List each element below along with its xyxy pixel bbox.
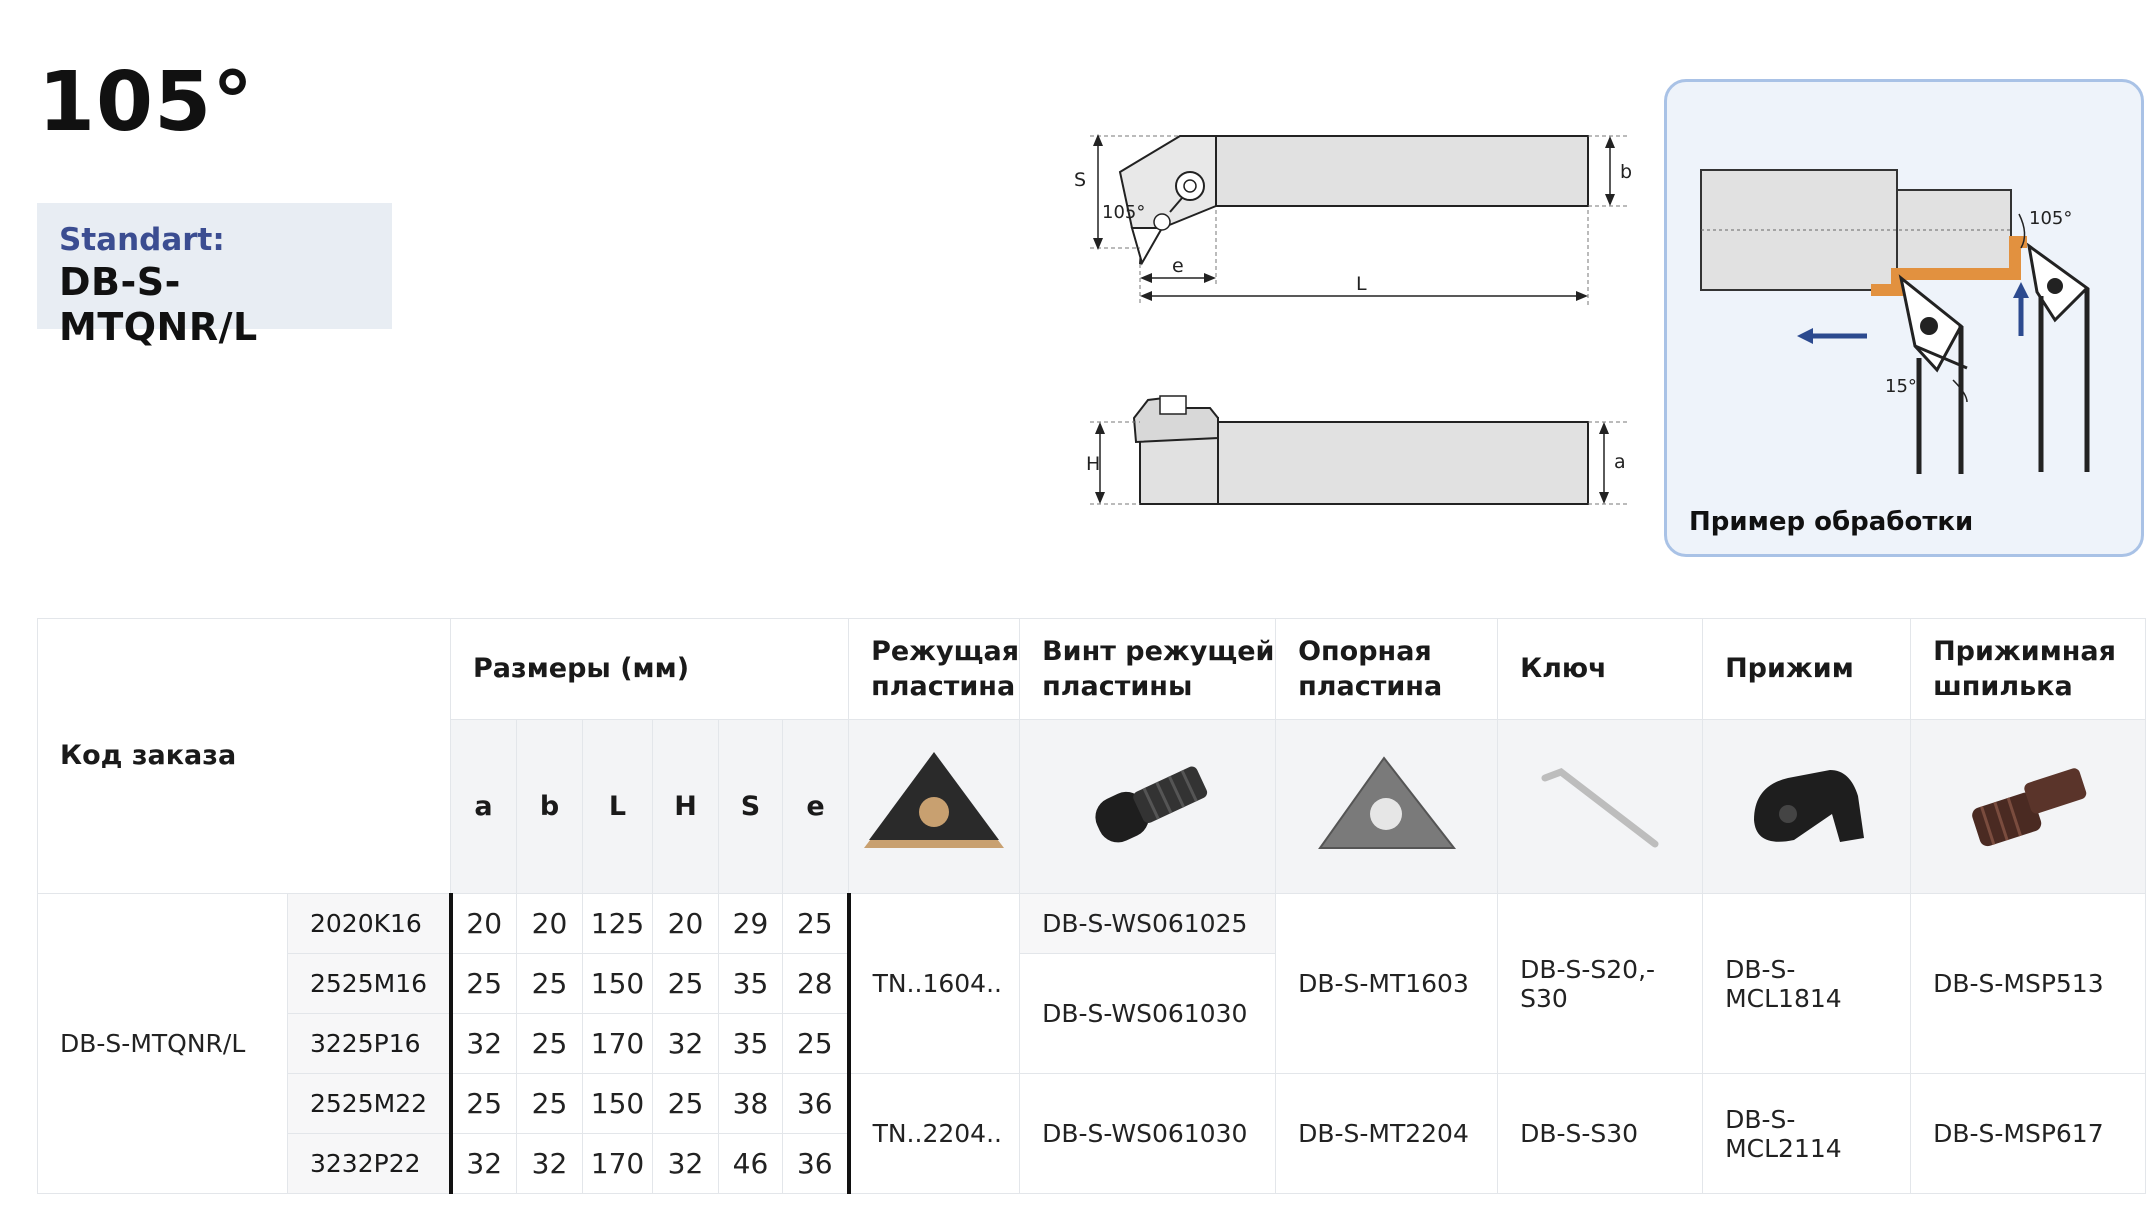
insert-16: TN..1604.. (849, 894, 1020, 1074)
top-view (1074, 134, 1632, 306)
shim-image (1276, 720, 1498, 894)
screw-16-b: DB-S-WS061030 (1020, 954, 1276, 1074)
cell-L: 150 (583, 1074, 653, 1134)
cell-a: 32 (451, 1014, 517, 1074)
pin-16: DB-S-MSP513 (1911, 894, 2146, 1074)
cell-S: 35 (719, 1014, 783, 1074)
cell-H: 32 (653, 1014, 719, 1074)
key-image (1498, 720, 1703, 894)
cell-L: 125 (583, 894, 653, 954)
dim-H-label: H (1086, 453, 1101, 475)
page-title: 105° (38, 55, 255, 150)
cell-b: 20 (517, 894, 583, 954)
cell-S: 46 (719, 1134, 783, 1194)
header-clamp: Прижим (1703, 619, 1911, 720)
dim-e-label: e (1172, 255, 1184, 277)
cell-H: 25 (653, 954, 719, 1014)
cell-e: 36 (783, 1134, 849, 1194)
header-dimensions: Размеры (мм) (451, 619, 849, 720)
header-insert: Режущая пластина (849, 619, 1020, 720)
shim-icon (1312, 744, 1462, 864)
spec-table (37, 618, 2146, 1194)
dim-col-S: S (719, 720, 783, 894)
insert-22: TN..2204.. (849, 1074, 1020, 1194)
header-order-code: Код заказа (38, 619, 451, 894)
cell-a: 25 (451, 1074, 517, 1134)
main-order-code: DB-S-MTQNR/L (38, 894, 288, 1194)
cell-e: 25 (783, 894, 849, 954)
cell-e: 36 (783, 1074, 849, 1134)
cell-H: 20 (653, 894, 719, 954)
table-row-code: 2020K16 (288, 894, 451, 954)
clamp-16: DB-S-MCL1814 (1703, 894, 1911, 1074)
dim-col-L: L (583, 720, 653, 894)
standart-code: DB-S-MTQNR/L (59, 259, 258, 350)
dim-col-H: H (653, 720, 719, 894)
cell-b: 25 (517, 954, 583, 1014)
cell-L: 170 (583, 1014, 653, 1074)
cell-b: 32 (517, 1134, 583, 1194)
angle-label: 105° (1102, 202, 1146, 223)
cell-b: 25 (517, 1014, 583, 1074)
insert-icon (859, 744, 1009, 864)
screw-22: DB-S-WS061030 (1020, 1074, 1276, 1194)
dim-col-b: b (517, 720, 583, 894)
dim-L-label: L (1356, 273, 1367, 295)
screw-image (1020, 720, 1276, 894)
dim-S-label: S (1074, 169, 1087, 191)
side-view (1086, 396, 1630, 504)
screw-icon (1073, 744, 1223, 864)
cell-H: 32 (653, 1134, 719, 1194)
cell-b: 25 (517, 1074, 583, 1134)
screw-16-a: DB-S-WS061025 (1020, 894, 1276, 954)
header-shim: Опорная пластина (1276, 619, 1498, 720)
machining-example-panel (1664, 79, 2144, 557)
angle-105-label: 105° (2029, 208, 2073, 229)
key-22: DB-S-S30 (1498, 1074, 1703, 1194)
clamp-image (1703, 720, 1911, 894)
shim-16: DB-S-MT1603 (1276, 894, 1498, 1074)
shim-22: DB-S-MT2204 (1276, 1074, 1498, 1194)
cell-L: 150 (583, 954, 653, 1014)
machining-example-illustration (1667, 82, 2141, 492)
standart-label: Standart: (59, 222, 225, 258)
standart-badge (37, 203, 392, 350)
cell-e: 25 (783, 1014, 849, 1074)
table-row-code: 3232P22 (288, 1134, 451, 1194)
clamp-icon (1732, 744, 1882, 864)
cell-e: 28 (783, 954, 849, 1014)
angle-15-label: 15° (1885, 376, 1917, 397)
cell-a: 32 (451, 1134, 517, 1194)
clamp-pin-icon (1953, 744, 2103, 864)
cell-S: 35 (719, 954, 783, 1014)
hex-key-icon (1525, 744, 1675, 864)
insert-image (849, 720, 1020, 894)
pin-22: DB-S-MSP617 (1911, 1074, 2146, 1194)
dim-b-label: b (1620, 161, 1633, 183)
table-row-code: 2525M16 (288, 954, 451, 1014)
dim-col-a: a (451, 720, 517, 894)
header-key: Ключ (1498, 619, 1703, 720)
dim-col-e: e (783, 720, 849, 894)
table-row-code: 3225P16 (288, 1014, 451, 1074)
tool-technical-drawing (1060, 118, 1640, 518)
cell-S: 29 (719, 894, 783, 954)
cell-L: 170 (583, 1134, 653, 1194)
table-row-code: 2525M22 (288, 1074, 451, 1134)
header-clamp-pin: Прижимная шпилька (1911, 619, 2146, 720)
key-16: DB-S-S20,-S30 (1498, 894, 1703, 1074)
example-caption: Пример обработки (1689, 507, 1974, 537)
cell-a: 20 (451, 894, 517, 954)
cell-a: 25 (451, 954, 517, 1014)
cell-H: 25 (653, 1074, 719, 1134)
header-insert-screw: Винт режущей пластины (1020, 619, 1276, 720)
dim-a-label: a (1614, 451, 1626, 473)
cell-S: 38 (719, 1074, 783, 1134)
clamp-pin-image (1911, 720, 2146, 894)
clamp-22: DB-S-MCL2114 (1703, 1074, 1911, 1194)
